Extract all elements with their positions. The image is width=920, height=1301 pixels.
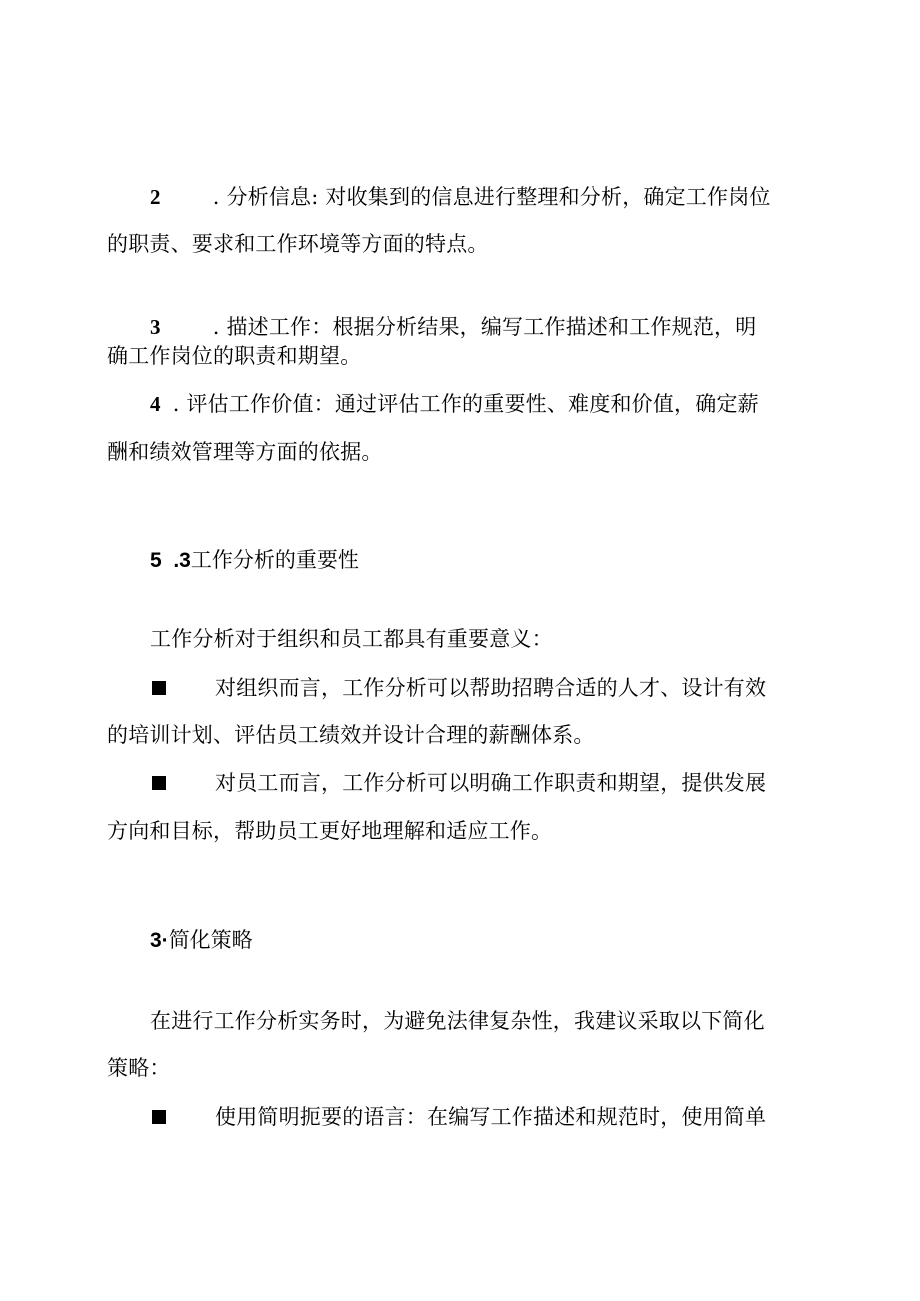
list-item-4-line1 xyxy=(150,390,759,418)
bullet-text: 使用简明扼要的语言：在编写工作描述和规范时，使用简单 xyxy=(215,1105,767,1129)
list-item-text: 的职责、要求和工作环境等方面的特点。 xyxy=(107,232,489,256)
bullet-text: 的培训计划、评估员工绩效并设计合理的薪酬体系。 xyxy=(107,723,595,747)
list-item-number: 2 xyxy=(150,185,161,209)
section-heading-5-3 xyxy=(150,546,359,575)
bullet-item-3-line1 xyxy=(152,1103,766,1131)
list-item-text: . 描述工作：根据分析结果，编写工作描述和工作规范，明 xyxy=(212,315,757,339)
list-item-text: 酬和绩效管理等方面的依据。 xyxy=(107,440,383,464)
bullet-item-2-line2 xyxy=(107,817,552,845)
bullet-item-1-line1 xyxy=(152,674,766,702)
bullet-square-icon xyxy=(152,1110,166,1124)
list-item-number: 3 xyxy=(150,315,161,339)
list-item-number: 4 xyxy=(150,392,161,416)
section-title: 工作分析的重要性 xyxy=(190,548,359,572)
bullet-item-1-line2 xyxy=(107,721,595,749)
list-item-3-line1 xyxy=(150,313,756,341)
list-item-text: 确工作岗位的职责和期望。 xyxy=(107,344,362,368)
section-title: 简化策略 xyxy=(168,928,253,952)
list-item-2-line1 xyxy=(150,183,771,211)
list-item-4-line2 xyxy=(107,438,383,466)
section-number: 3· xyxy=(150,929,169,952)
section-intro-line1: 在进行工作分析实务时，为避免法律复杂性，我建议采取以下简化 xyxy=(150,1009,765,1033)
section-number: 5 .3 xyxy=(150,549,191,572)
list-item-3-line2 xyxy=(107,342,361,370)
section-intro-line2: 策略： xyxy=(107,1056,171,1080)
bullet-text: 对组织而言，工作分析可以帮助招聘合适的人才、设计有效 xyxy=(215,676,767,700)
list-item-2-line2 xyxy=(107,230,489,258)
bullet-item-2-line1 xyxy=(152,769,766,797)
bullet-square-icon xyxy=(152,681,166,695)
bullet-text: 对员工而言，工作分析可以明确工作职责和期望，提供发展 xyxy=(215,771,767,795)
list-item-text: . 分析信息: 对收集到的信息进行整理和分析，确定工作岗位 xyxy=(212,185,771,209)
section-heading-3 xyxy=(150,926,253,955)
bullet-text: 方向和目标，帮助员工更好地理解和适应工作。 xyxy=(107,819,553,843)
bullet-square-icon xyxy=(152,776,166,790)
list-item-text: . 评估工作价值：通过评估工作的重要性、难度和价值，确定薪 xyxy=(172,392,759,416)
section-intro: 工作分析对于组织和员工都具有重要意义： xyxy=(150,627,553,651)
